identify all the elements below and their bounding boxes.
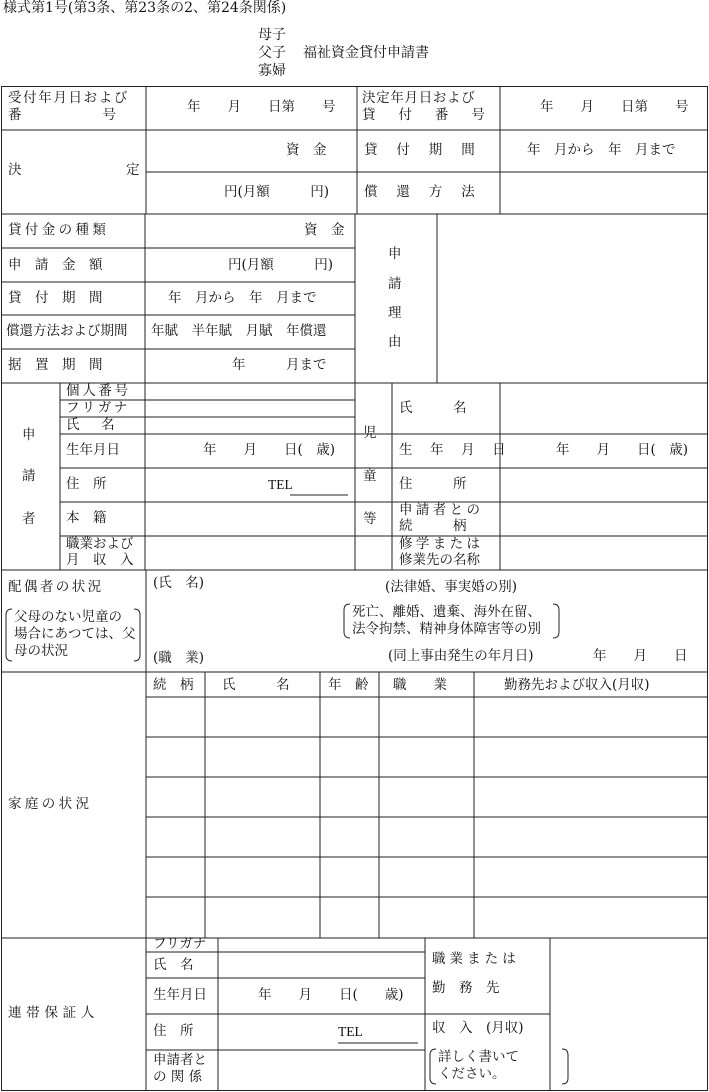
spouse-note-3: 母の状況 <box>14 643 68 659</box>
kettei-kikan-label: 貸 付 期 間 <box>364 142 478 158</box>
title-prefix-fushi: 父子 <box>258 45 286 61</box>
spouse-note-1: 父母のない児童の <box>14 609 122 625</box>
guarantor-address-label: 住 所 <box>153 1023 194 1039</box>
applicant-char-3: 者 <box>22 511 36 527</box>
family-header-name: 氏 名 <box>222 677 290 693</box>
riyu-char-2: 請 <box>388 276 402 292</box>
applicant-tel-label: TEL <box>268 477 293 492</box>
spouse-name-label: (氏 名) <box>153 575 205 591</box>
family-header-age: 年 齢 <box>328 677 369 693</box>
kettei-number-label: 決定年月日および <box>362 90 476 106</box>
guarantor-tel-label: TEL <box>338 1024 363 1039</box>
shurui-value: 資 金 <box>304 222 345 238</box>
kashitsuke-kikan-value: 年 月から 年 月まで <box>168 290 317 306</box>
guarantor-label: 連帯保証人 <box>8 1005 100 1021</box>
child-birth-value: 年 月 日( 歳) <box>556 442 689 458</box>
child-char-1: 児 <box>363 425 377 441</box>
child-char-2: 童 <box>363 468 377 484</box>
shokan-kikan-label: 償還方法および期間 <box>6 323 128 339</box>
form-title: 福祉資金貸付申請書 <box>303 45 429 61</box>
applicant-char-1: 申 <box>22 427 36 443</box>
spouse-reason-2: 法令拘禁、精神身体障害等の別 <box>352 621 541 637</box>
riyu-char-1: 申 <box>388 246 402 262</box>
spouse-job-label: (職 業) <box>153 650 205 666</box>
spouse-reason-1: 死亡、離婚、遺棄、海外在留、 <box>352 604 541 620</box>
child-address-label: 住 所 <box>399 476 467 492</box>
shokan-kikan-value: 年賦 半年賦 月賦 年償還 <box>151 323 327 339</box>
guarantor-birth-label: 生年月日 <box>153 987 207 1003</box>
shimei-label: 氏 名 <box>66 417 119 433</box>
kettei-number-label-2: 貸 付 番 号 <box>362 107 490 123</box>
riyu-char-3: 理 <box>388 305 402 321</box>
guarantor-job-label-1: 職業または <box>432 951 520 967</box>
family-label: 家庭の状況 <box>8 796 93 812</box>
honseki-label: 本 籍 <box>66 510 107 526</box>
kettei-number-value: 年 月 日第 号 <box>540 99 689 115</box>
shinsei-kingaku-value: 円(月額 円) <box>228 257 334 273</box>
title-prefix-kafu: 寡婦 <box>258 63 286 79</box>
guarantor-relation-label-2: の 関 係 <box>153 1069 203 1085</box>
family-header-job: 職 業 <box>393 677 447 693</box>
kashitsuke-kikan-label: 貸 付 期 間 <box>8 290 103 306</box>
kettei-label-a: 決 <box>8 162 22 178</box>
applicant-char-2: 請 <box>22 468 36 484</box>
child-birth-label: 生 年 月 日 <box>399 442 508 458</box>
kettei-shikin: 資 金 <box>286 142 327 158</box>
guarantor-birth-value: 年 月 日( 歳) <box>258 987 404 1003</box>
guarantor-name-label: 氏 名 <box>153 957 194 973</box>
kojin-bango-label: 個人番号 <box>66 383 131 399</box>
child-char-3: 等 <box>363 511 377 527</box>
job-label-1: 職業および <box>66 536 134 552</box>
guarantor-furigana-label: フリガナ <box>153 936 207 952</box>
family-header-workplace: 勤務先および収入(月収) <box>504 677 650 693</box>
child-relation-label-1: 申請者との <box>399 502 484 518</box>
family-header-relation: 続 柄 <box>153 677 194 693</box>
guarantor-note-1: 詳しく書いて <box>438 1049 519 1065</box>
guarantor-income-label: 収 入 (月収) <box>432 1020 524 1036</box>
birth-value: 年 月 日( 歳) <box>203 442 336 458</box>
shurui-label: 貸付金の種類 <box>8 222 110 238</box>
child-school-label-1: 修学または <box>399 536 484 552</box>
title-prefix-boshi: 母子 <box>258 27 286 43</box>
uketsuke-label-2: 番 号 <box>8 107 116 123</box>
uketsuke-value: 年 月 日第 号 <box>187 99 336 115</box>
shokan-houhou-label: 償 還 方 法 <box>364 184 478 200</box>
event-date-label: (同上事由発生の年月日) <box>388 648 534 664</box>
guarantor-job-label-2: 勤 務 先 <box>432 980 500 996</box>
kettei-yen: 円(月額 円) <box>224 184 330 200</box>
uketsuke-label: 受付年月日および <box>8 90 129 106</box>
spouse-note-2: 場合にあつては、父 <box>14 626 136 642</box>
form-number: 様式第1号(第3条、第23条の2、第24条関係) <box>3 0 287 16</box>
kettei-kikan-value: 年 月から 年 月まで <box>527 142 676 158</box>
job-label-2: 月 収 入 <box>66 552 134 568</box>
birth-label: 生年月日 <box>66 442 120 458</box>
address-label: 住 所 <box>66 476 107 492</box>
shinsei-kingaku-label: 申 請 金 額 <box>8 257 103 273</box>
sueoki-kikan-value: 年 月まで <box>232 357 327 373</box>
kettei-label-b: 定 <box>126 162 140 178</box>
marriage-type-label: (法律婚、事実婚の別) <box>385 579 518 595</box>
child-name-label: 氏 名 <box>399 400 467 416</box>
guarantor-relation-label-1: 申請者と <box>153 1052 207 1068</box>
child-relation-label-2: 続 柄 <box>399 518 467 534</box>
spouse-label: 配偶者の状況 <box>8 579 104 595</box>
furigana-label: フリガナ <box>66 400 131 416</box>
sueoki-kikan-label: 据 置 期 間 <box>8 357 103 373</box>
riyu-char-4: 由 <box>388 334 402 350</box>
event-date-value: 年 月 日 <box>593 648 688 664</box>
guarantor-note-2: ください。 <box>438 1066 506 1082</box>
child-school-label-2: 修業先の名称 <box>399 552 480 568</box>
